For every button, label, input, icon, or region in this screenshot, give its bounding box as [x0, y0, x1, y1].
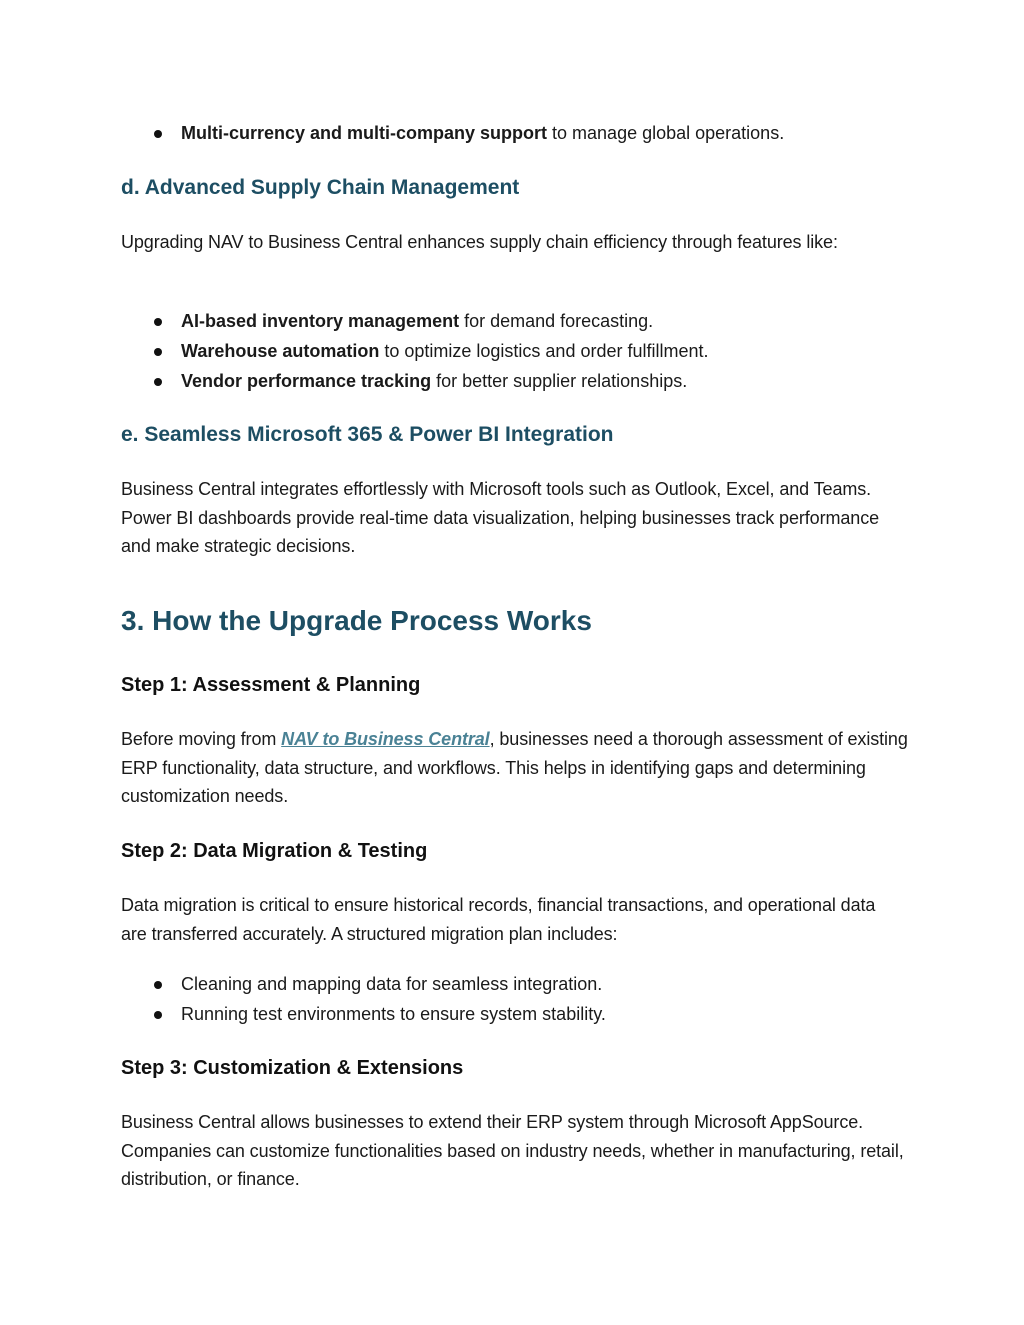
nav-to-business-central-link[interactable]: NAV to Business Central	[281, 729, 490, 749]
bullet-text: to manage global operations.	[547, 123, 785, 143]
bullet-icon	[154, 348, 162, 356]
bullet-text: for demand forecasting.	[459, 311, 654, 331]
section-e-heading: e. Seamless Microsoft 365 & Power BI Integration	[121, 423, 614, 446]
bullet-bold-text: Warehouse automation	[181, 341, 380, 361]
bullet-bold-text: AI-based inventory management	[181, 311, 460, 331]
section-d-bullet-list	[121, 306, 911, 396]
bullet-icon	[154, 318, 162, 326]
list-item	[121, 118, 911, 148]
step-1-text-after-link: , businesses need a thorough assessment of existing ERP functionality, data structure, and workflows. This helps in identifying gaps and determining customization needs.	[121, 729, 908, 806]
list-item	[121, 306, 911, 336]
step-3-heading: Step 3: Customization & Extensions	[121, 1057, 464, 1079]
section-3-heading: 3. How the Upgrade Process Works	[121, 605, 592, 636]
bullet-text: Running test environments to ensure system stability.	[181, 1004, 606, 1024]
bullet-icon	[154, 378, 162, 386]
bullet-text: Cleaning and mapping data for seamless integration.	[181, 974, 603, 994]
bullet-icon	[154, 981, 162, 989]
step-3-paragraph: Business Central allows businesses to extend their ERP system through Microsoft AppSource. Companies can customize functionalities based on industry needs, whether in manufacturing, retail, distribution, or finance.	[121, 1112, 904, 1189]
step-2-bullet-list	[121, 969, 911, 1029]
section-d-paragraph: Upgrading NAV to Business Central enhances supply chain efficiency through features like:	[121, 232, 838, 252]
section-e-paragraph: Business Central integrates effortlessly with Microsoft tools such as Outlook, Excel, and Teams. Power BI dashboards provide real-time data visualization, helping businesses track performance and make strategic decisions.	[121, 479, 880, 556]
list-item	[121, 336, 911, 366]
step-1-paragraph	[121, 725, 911, 811]
bullet-icon	[154, 1011, 162, 1019]
step-1-heading: Step 1: Assessment & Planning	[121, 674, 421, 696]
step-2-paragraph: Data migration is critical to ensure historical records, financial transactions, and operational data are transferred accurately. A structured migration plan includes:	[121, 895, 876, 944]
bullet-icon	[154, 130, 162, 138]
bullet-bold-text: Vendor performance tracking	[181, 371, 432, 391]
step-1-text-before-link: Before moving from	[121, 729, 282, 749]
section-d-heading: d. Advanced Supply Chain Management	[121, 176, 520, 199]
list-item	[121, 999, 911, 1029]
bullet-text: for better supplier relationships.	[431, 371, 688, 391]
bullet-bold-text: Multi-currency and multi-company support	[181, 123, 548, 143]
bullet-text: to optimize logistics and order fulfillment.	[379, 341, 709, 361]
step-2-heading: Step 2: Data Migration & Testing	[121, 840, 428, 862]
list-item	[121, 366, 911, 396]
intro-bullet-list	[121, 118, 911, 148]
list-item	[121, 969, 911, 999]
